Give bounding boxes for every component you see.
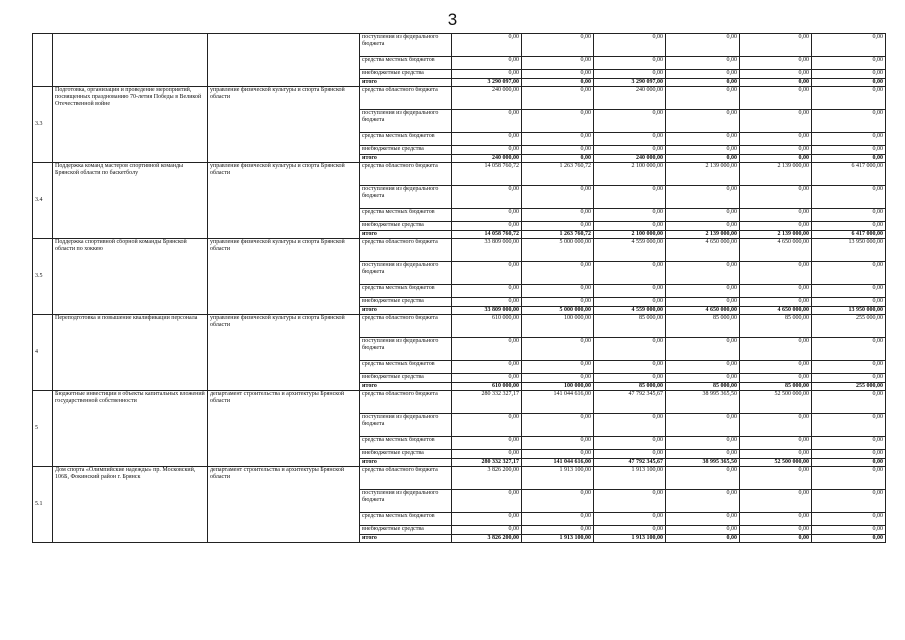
amount-cell: 47 792 345,67 (594, 391, 666, 414)
amount-cell: 0,00 (812, 186, 886, 209)
amount-cell: 0,00 (666, 535, 740, 543)
amount-cell: 0,00 (522, 298, 594, 307)
source-label: поступления из федерального бюджета (360, 34, 452, 57)
amount-cell: 0,00 (452, 146, 522, 155)
table-row (33, 467, 886, 490)
source-label: поступления из федерального бюджета (360, 262, 452, 285)
amount-cell: 5 000 000,00 (522, 239, 594, 262)
amount-cell: 85 000,00 (594, 315, 666, 338)
amount-cell: 2 139 000,00 (740, 163, 812, 186)
amount-cell: 33 809 000,00 (452, 239, 522, 262)
amount-cell: 0,00 (666, 338, 740, 361)
amount-cell: 0,00 (594, 490, 666, 513)
source-label: внебюджетные средства (360, 298, 452, 307)
amount-cell: 6 417 000,00 (812, 231, 886, 239)
amount-cell: 0,00 (594, 57, 666, 70)
amount-cell: 0,00 (666, 490, 740, 513)
amount-cell: 0,00 (522, 155, 594, 163)
amount-cell: 0,00 (666, 79, 740, 87)
amount-cell: 0,00 (666, 414, 740, 437)
amount-cell: 0,00 (522, 110, 594, 133)
amount-cell: 0,00 (812, 262, 886, 285)
table-body (33, 34, 886, 543)
amount-cell: 0,00 (522, 450, 594, 459)
amount-cell: 85 000,00 (666, 315, 740, 338)
amount-cell: 0,00 (594, 374, 666, 383)
amount-cell: 0,00 (522, 34, 594, 57)
source-label: внебюджетные средства (360, 450, 452, 459)
table-row (33, 34, 886, 57)
source-label: средства местных бюджетов (360, 437, 452, 450)
amount-cell: 0,00 (812, 34, 886, 57)
amount-cell: 0,00 (522, 70, 594, 79)
amount-cell: 85 000,00 (666, 383, 740, 391)
amount-cell: 0,00 (522, 285, 594, 298)
amount-cell: 47 792 345,67 (594, 459, 666, 467)
amount-cell: 0,00 (452, 70, 522, 79)
amount-cell: 0,00 (666, 146, 740, 155)
total-label: итого (360, 459, 452, 467)
amount-cell: 4 559 000,00 (594, 307, 666, 315)
amount-cell: 0,00 (740, 155, 812, 163)
amount-cell: 13 950 000,00 (812, 307, 886, 315)
amount-cell: 0,00 (594, 298, 666, 307)
amount-cell: 0,00 (452, 186, 522, 209)
amount-cell: 0,00 (594, 513, 666, 526)
amount-cell: 0,00 (452, 361, 522, 374)
source-label: средства местных бюджетов (360, 57, 452, 70)
amount-cell: 0,00 (812, 222, 886, 231)
amount-cell: 0,00 (452, 298, 522, 307)
budget-table (32, 33, 886, 543)
amount-cell: 0,00 (522, 513, 594, 526)
amount-cell: 0,00 (594, 437, 666, 450)
total-label: итого (360, 79, 452, 87)
amount-cell: 0,00 (740, 535, 812, 543)
amount-cell: 0,00 (740, 209, 812, 222)
amount-cell: 38 995 365,50 (666, 391, 740, 414)
amount-cell: 141 044 616,00 (522, 459, 594, 467)
item-title (53, 34, 208, 87)
item-number: 5.1 (33, 467, 53, 543)
amount-cell: 0,00 (452, 133, 522, 146)
amount-cell: 0,00 (522, 186, 594, 209)
amount-cell: 0,00 (666, 87, 740, 110)
amount-cell: 0,00 (594, 133, 666, 146)
amount-cell: 0,00 (812, 285, 886, 298)
amount-cell: 1 263 760,72 (522, 231, 594, 239)
amount-cell: 4 650 000,00 (666, 239, 740, 262)
amount-cell: 240 000,00 (452, 155, 522, 163)
amount-cell: 0,00 (594, 262, 666, 285)
amount-cell: 0,00 (594, 222, 666, 231)
amount-cell: 0,00 (812, 513, 886, 526)
amount-cell: 1 263 760,72 (522, 163, 594, 186)
amount-cell: 2 100 000,00 (594, 231, 666, 239)
amount-cell: 0,00 (740, 57, 812, 70)
amount-cell: 38 995 365,50 (666, 459, 740, 467)
amount-cell: 1 913 100,00 (594, 467, 666, 490)
amount-cell: 33 809 000,00 (452, 307, 522, 315)
item-executor: управление физической культуры и спорта Брянской области (208, 315, 360, 391)
amount-cell: 141 044 616,00 (522, 391, 594, 414)
amount-cell: 0,00 (740, 513, 812, 526)
amount-cell: 0,00 (522, 79, 594, 87)
amount-cell: 85 000,00 (740, 383, 812, 391)
amount-cell: 2 139 000,00 (666, 163, 740, 186)
amount-cell: 0,00 (812, 526, 886, 535)
table-row (33, 315, 886, 338)
amount-cell: 0,00 (740, 133, 812, 146)
amount-cell: 0,00 (522, 262, 594, 285)
amount-cell: 0,00 (594, 186, 666, 209)
source-label: внебюджетные средства (360, 526, 452, 535)
total-label: итого (360, 307, 452, 315)
amount-cell: 0,00 (452, 222, 522, 231)
item-executor: управление физической культуры и спорта Брянской области (208, 87, 360, 163)
amount-cell: 4 559 000,00 (594, 239, 666, 262)
table-row (33, 391, 886, 414)
amount-cell: 610 000,00 (452, 383, 522, 391)
amount-cell: 0,00 (594, 285, 666, 298)
amount-cell: 0,00 (594, 338, 666, 361)
source-label: средства областного бюджета (360, 315, 452, 338)
amount-cell: 0,00 (452, 285, 522, 298)
amount-cell: 52 500 000,00 (740, 391, 812, 414)
amount-cell: 0,00 (594, 209, 666, 222)
amount-cell: 0,00 (812, 361, 886, 374)
amount-cell: 0,00 (666, 285, 740, 298)
amount-cell: 4 650 000,00 (740, 307, 812, 315)
amount-cell: 0,00 (594, 414, 666, 437)
amount-cell: 0,00 (740, 222, 812, 231)
amount-cell: 0,00 (740, 110, 812, 133)
amount-cell: 0,00 (812, 391, 886, 414)
amount-cell: 0,00 (522, 222, 594, 231)
amount-cell: 3 290 097,00 (452, 79, 522, 87)
amount-cell: 0,00 (666, 186, 740, 209)
amount-cell: 0,00 (522, 361, 594, 374)
source-label: внебюджетные средства (360, 146, 452, 155)
amount-cell: 6 417 000,00 (812, 163, 886, 186)
amount-cell: 0,00 (812, 450, 886, 459)
source-label: внебюджетные средства (360, 374, 452, 383)
amount-cell: 0,00 (594, 110, 666, 133)
amount-cell: 0,00 (594, 361, 666, 374)
item-title: Поддержка команд мастеров спортивной команды Брянской области по баскетболу (53, 163, 208, 239)
amount-cell: 3 826 200,00 (452, 467, 522, 490)
amount-cell: 0,00 (740, 467, 812, 490)
amount-cell: 0,00 (452, 437, 522, 450)
amount-cell: 0,00 (812, 467, 886, 490)
amount-cell: 0,00 (666, 70, 740, 79)
amount-cell: 3 826 200,00 (452, 535, 522, 543)
amount-cell: 240 000,00 (452, 87, 522, 110)
amount-cell: 2 139 000,00 (740, 231, 812, 239)
amount-cell: 610 000,00 (452, 315, 522, 338)
total-label: итого (360, 535, 452, 543)
amount-cell: 0,00 (812, 146, 886, 155)
amount-cell: 0,00 (666, 513, 740, 526)
amount-cell: 0,00 (666, 450, 740, 459)
amount-cell: 0,00 (452, 526, 522, 535)
amount-cell: 2 139 000,00 (666, 231, 740, 239)
amount-cell: 1 913 100,00 (522, 467, 594, 490)
amount-cell: 0,00 (452, 262, 522, 285)
amount-cell: 0,00 (740, 374, 812, 383)
amount-cell: 0,00 (812, 374, 886, 383)
amount-cell: 0,00 (666, 110, 740, 133)
source-label: поступления из федерального бюджета (360, 490, 452, 513)
amount-cell: 0,00 (666, 298, 740, 307)
amount-cell: 0,00 (740, 450, 812, 459)
source-label: поступления из федерального бюджета (360, 414, 452, 437)
amount-cell: 0,00 (522, 338, 594, 361)
amount-cell: 1 913 100,00 (594, 535, 666, 543)
source-label: средства местных бюджетов (360, 361, 452, 374)
amount-cell: 0,00 (522, 526, 594, 535)
amount-cell: 0,00 (522, 437, 594, 450)
amount-cell: 0,00 (740, 262, 812, 285)
amount-cell: 0,00 (740, 414, 812, 437)
source-label: средства областного бюджета (360, 391, 452, 414)
item-number: 3.3 (33, 87, 53, 163)
amount-cell: 4 650 000,00 (740, 239, 812, 262)
amount-cell: 0,00 (812, 155, 886, 163)
amount-cell: 0,00 (594, 526, 666, 535)
amount-cell: 0,00 (452, 110, 522, 133)
amount-cell: 4 650 000,00 (666, 307, 740, 315)
amount-cell: 1 913 100,00 (522, 535, 594, 543)
amount-cell: 0,00 (812, 437, 886, 450)
amount-cell: 3 290 097,00 (594, 79, 666, 87)
item-executor: департамент строительства и архитектуры Брянской области (208, 391, 360, 467)
amount-cell: 0,00 (452, 490, 522, 513)
table-row (33, 163, 886, 186)
amount-cell: 0,00 (666, 374, 740, 383)
amount-cell: 0,00 (522, 414, 594, 437)
amount-cell: 0,00 (740, 79, 812, 87)
amount-cell: 85 000,00 (594, 383, 666, 391)
amount-cell: 0,00 (452, 513, 522, 526)
amount-cell: 0,00 (594, 34, 666, 57)
amount-cell: 0,00 (666, 34, 740, 57)
source-label: средства местных бюджетов (360, 133, 452, 146)
source-label: поступления из федерального бюджета (360, 110, 452, 133)
amount-cell: 0,00 (452, 57, 522, 70)
source-label: средства областного бюджета (360, 163, 452, 186)
amount-cell: 0,00 (812, 535, 886, 543)
item-executor: департамент строительства и архитектуры Брянской области (208, 467, 360, 543)
amount-cell: 0,00 (740, 70, 812, 79)
item-number: 3.5 (33, 239, 53, 315)
amount-cell: 0,00 (740, 490, 812, 513)
source-label: внебюджетные средства (360, 70, 452, 79)
item-number: 3.4 (33, 163, 53, 239)
source-label: средства областного бюджета (360, 467, 452, 490)
amount-cell: 0,00 (740, 361, 812, 374)
amount-cell: 100 000,00 (522, 383, 594, 391)
amount-cell: 280 332 327,17 (452, 459, 522, 467)
item-title: Подготовка, организация и проведение мероприятий, посвященных празднованию 70-летия Победы в Великой Отечественной войне (53, 87, 208, 163)
amount-cell: 280 332 327,17 (452, 391, 522, 414)
amount-cell: 0,00 (812, 57, 886, 70)
amount-cell: 240 000,00 (594, 87, 666, 110)
amount-cell: 5 000 000,00 (522, 307, 594, 315)
amount-cell: 0,00 (740, 146, 812, 155)
total-label: итого (360, 231, 452, 239)
amount-cell: 0,00 (522, 87, 594, 110)
amount-cell: 0,00 (594, 70, 666, 79)
source-label: внебюджетные средства (360, 222, 452, 231)
amount-cell: 0,00 (666, 155, 740, 163)
amount-cell: 0,00 (666, 467, 740, 490)
amount-cell: 0,00 (666, 262, 740, 285)
amount-cell: 14 058 760,72 (452, 231, 522, 239)
source-label: средства местных бюджетов (360, 285, 452, 298)
amount-cell: 0,00 (812, 338, 886, 361)
amount-cell: 0,00 (812, 87, 886, 110)
total-label: итого (360, 383, 452, 391)
amount-cell: 0,00 (812, 79, 886, 87)
amount-cell: 0,00 (812, 459, 886, 467)
item-title: Переподготовка и повышение квалификации персонала (53, 315, 208, 391)
amount-cell: 0,00 (812, 110, 886, 133)
total-label: итого (360, 155, 452, 163)
item-title: Поддержка спортивной сборной команды Брянской области по хоккею (53, 239, 208, 315)
item-executor (208, 34, 360, 87)
source-label: поступления из федерального бюджета (360, 186, 452, 209)
amount-cell: 0,00 (452, 414, 522, 437)
source-label: средства местных бюджетов (360, 513, 452, 526)
amount-cell: 0,00 (522, 146, 594, 155)
amount-cell: 0,00 (522, 490, 594, 513)
amount-cell: 0,00 (594, 450, 666, 459)
amount-cell: 0,00 (666, 57, 740, 70)
source-label: средства областного бюджета (360, 87, 452, 110)
amount-cell: 0,00 (666, 361, 740, 374)
amount-cell: 0,00 (740, 87, 812, 110)
amount-cell: 0,00 (522, 209, 594, 222)
amount-cell: 0,00 (812, 133, 886, 146)
amount-cell: 14 058 760,72 (452, 163, 522, 186)
amount-cell: 2 100 000,00 (594, 163, 666, 186)
amount-cell: 0,00 (812, 414, 886, 437)
amount-cell: 0,00 (666, 526, 740, 535)
item-executor: управление физической культуры и спорта Брянской области (208, 163, 360, 239)
amount-cell: 0,00 (812, 70, 886, 79)
amount-cell: 0,00 (812, 298, 886, 307)
amount-cell: 0,00 (452, 374, 522, 383)
amount-cell: 0,00 (452, 34, 522, 57)
amount-cell: 0,00 (452, 209, 522, 222)
amount-cell: 0,00 (740, 298, 812, 307)
item-number (33, 34, 53, 87)
amount-cell: 0,00 (666, 133, 740, 146)
amount-cell: 0,00 (740, 338, 812, 361)
amount-cell: 0,00 (812, 490, 886, 513)
amount-cell: 255 000,00 (812, 383, 886, 391)
item-executor: управление физической культуры и спорта Брянской области (208, 239, 360, 315)
source-label: поступления из федерального бюджета (360, 338, 452, 361)
amount-cell: 0,00 (452, 338, 522, 361)
item-title: Дом спорта «Олимпийские надежды» пр. Московский, 106Б, Фокинский район г. Брянск (53, 467, 208, 543)
amount-cell: 0,00 (522, 57, 594, 70)
amount-cell: 0,00 (812, 209, 886, 222)
amount-cell: 240 000,00 (594, 155, 666, 163)
table-row (33, 87, 886, 110)
amount-cell: 0,00 (594, 146, 666, 155)
amount-cell: 13 950 000,00 (812, 239, 886, 262)
item-title: Бюджетные инвестиции в объекты капитальных вложений государственной собственности (53, 391, 208, 467)
amount-cell: 0,00 (666, 222, 740, 231)
amount-cell: 255 000,00 (812, 315, 886, 338)
amount-cell: 0,00 (740, 285, 812, 298)
amount-cell: 85 000,00 (740, 315, 812, 338)
amount-cell: 100 000,00 (522, 315, 594, 338)
amount-cell: 0,00 (740, 34, 812, 57)
item-number: 5 (33, 391, 53, 467)
amount-cell: 0,00 (522, 133, 594, 146)
page-number: 3 (447, 10, 458, 29)
item-number: 4 (33, 315, 53, 391)
amount-cell: 0,00 (740, 526, 812, 535)
amount-cell: 0,00 (740, 186, 812, 209)
amount-cell: 0,00 (522, 374, 594, 383)
source-label: средства областного бюджета (360, 239, 452, 262)
table-row (33, 239, 886, 262)
amount-cell: 0,00 (740, 437, 812, 450)
amount-cell: 0,00 (666, 437, 740, 450)
amount-cell: 0,00 (666, 209, 740, 222)
source-label: средства местных бюджетов (360, 209, 452, 222)
amount-cell: 52 500 000,00 (740, 459, 812, 467)
amount-cell: 0,00 (452, 450, 522, 459)
